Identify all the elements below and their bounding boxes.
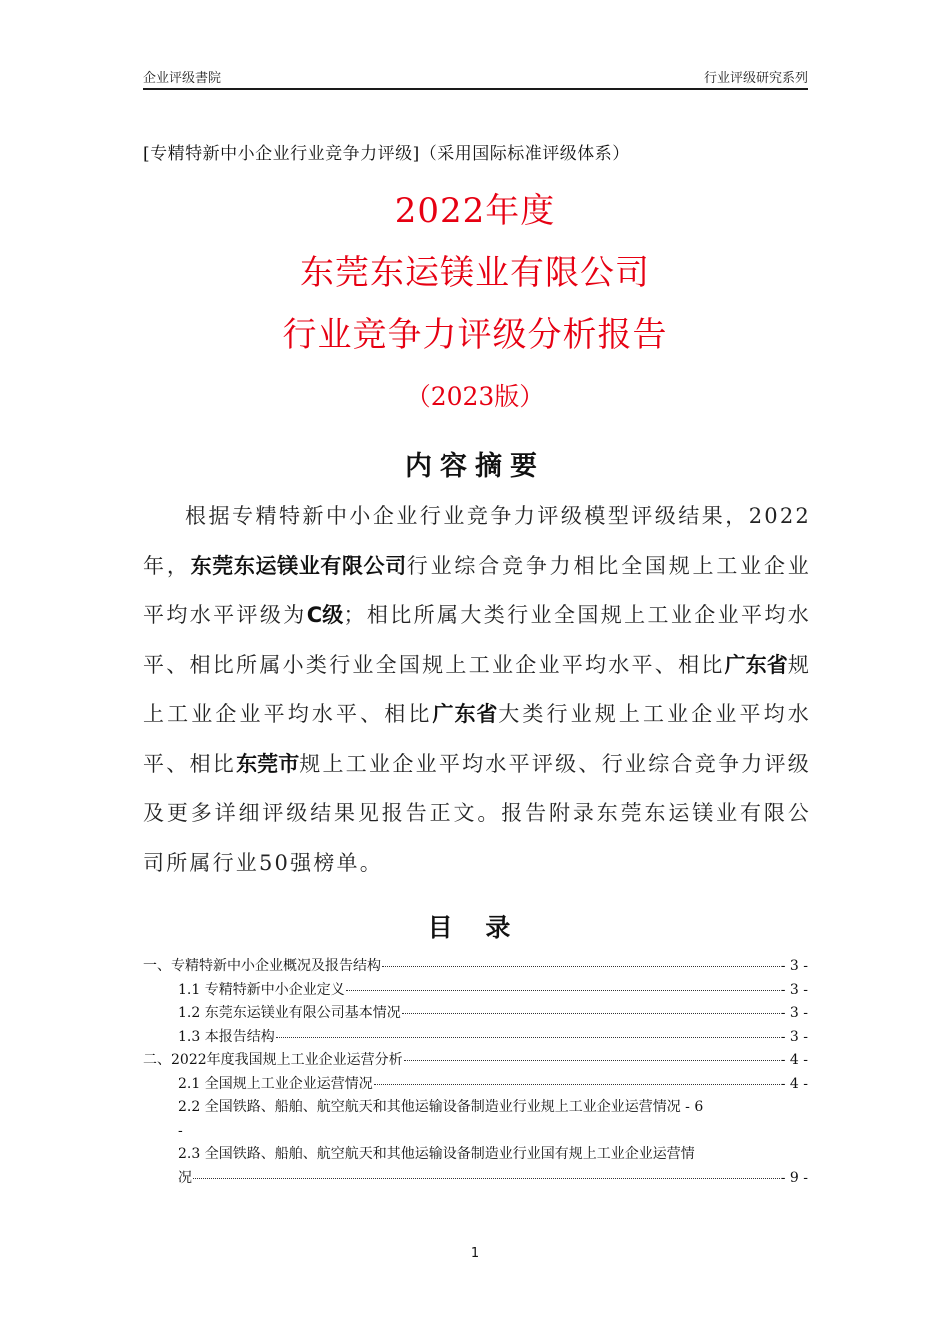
toc-entry[interactable] [143, 1049, 808, 1073]
toc-entry[interactable] [143, 1026, 808, 1050]
toc-entry[interactable] [143, 1002, 808, 1026]
toc-leader-dots [404, 1060, 780, 1061]
toc-leader-dots [276, 1037, 780, 1038]
toc-page-number: - 9 - [780, 1169, 808, 1186]
toc-page-number: - 4 - [780, 1052, 808, 1068]
toc-entry[interactable] [143, 979, 808, 1003]
toc-entry[interactable] [143, 1143, 808, 1190]
abstract-text: 规上工业企业平均水平、相比 [143, 652, 812, 726]
toc-entry-label: 二、2022年度我国规上工业企业运营分析 [143, 1052, 403, 1068]
report-title-block [0, 180, 950, 422]
toc-page-number: - 3 - [780, 1005, 808, 1021]
abstract-highlight: 广东省 [432, 702, 499, 726]
toc-page-number: - 3 - [780, 981, 808, 998]
toc-entry-label-cont: - [178, 1122, 183, 1139]
toc-entry-label-cont: 况 [178, 1169, 192, 1186]
page-number: 1 [470, 1246, 480, 1261]
toc-entry-label: 一、专精特新中小企业概况及报告结构 [143, 958, 381, 974]
toc-leader-dots [382, 966, 780, 967]
title-company: 东莞东运镁业有限公司 [300, 253, 650, 293]
page-header [143, 66, 808, 90]
toc-leader-dots [193, 1178, 780, 1179]
abstract-text: ；相比所属大类行业全国规上工业企业平均水平、相比所属小类行业全国规上工业企业平均水平、相比 [143, 603, 811, 677]
toc-entry-label: 1.1 专精特新中小企业定义 [178, 981, 345, 998]
table-of-contents [143, 955, 808, 1190]
toc-page-number: - 3 - [780, 958, 808, 974]
toc-leader-dots [374, 1084, 780, 1085]
abstract-body [143, 492, 811, 888]
abstract-highlight: C级 [306, 603, 344, 627]
abstract-text: 行业综合竞争力相比全国规上工业企业平均水平评级为 [143, 553, 812, 627]
toc-entry-label: 1.3 本报告结构 [178, 1028, 275, 1045]
toc-entry-label: 2.2 全国铁路、船舶、航空航天和其他运输设备制造业行业规上工业企业运营情况 - 6 [178, 1099, 704, 1115]
abstract-highlight: 广东省 [724, 652, 788, 677]
toc-entry[interactable] [143, 1073, 808, 1097]
header-right-label: 行业评级研究系列 [703, 71, 808, 86]
title-edition: （2023版） [405, 382, 545, 411]
toc-entry-label: 2.3 全国铁路、船舶、航空航天和其他运输设备制造业行业国有规上工业企业运营情 [178, 1146, 695, 1162]
header-left-label: 企业评级書院 [143, 71, 222, 86]
toc-entry-label: 2.1 全国规上工业企业运营情况 [178, 1075, 373, 1092]
report-subtitle: [专精特新中小企业行业竞争力评级]（采用国际标准评级体系） [143, 144, 630, 164]
toc-page-number: - 4 - [780, 1075, 808, 1092]
toc-leader-dots [346, 990, 780, 991]
abstract-highlight: 东莞市 [236, 751, 300, 776]
toc-heading: 目 录 [427, 913, 523, 942]
title-year: 2022年度 [394, 191, 556, 231]
toc-page-number: - 3 - [780, 1028, 808, 1045]
title-report: 行业竞争力评级分析报告 [282, 315, 668, 355]
toc-entry[interactable] [143, 1096, 808, 1143]
toc-leader-dots [402, 1013, 780, 1014]
abstract-text: 根据专精特新中小企业行业竞争力评级模型评级结果，2022年， [143, 504, 811, 578]
abstract-highlight: 东莞东运镁业有限公司 [190, 553, 407, 578]
abstract-text: 规上工业企业平均水平评级、行业综合竞争力评级及更多详细评级结果见报告正文。报告附录东莞东运镁业有限公司所属行业50强榜单。 [143, 751, 811, 875]
toc-entry[interactable] [143, 955, 808, 979]
abstract-heading: 内容摘要 [405, 451, 545, 482]
toc-entry-label: 1.2 东莞东运镁业有限公司基本情况 [178, 1005, 401, 1021]
abstract-text: 大类行业规上工业企业平均水平、相比 [143, 702, 811, 776]
